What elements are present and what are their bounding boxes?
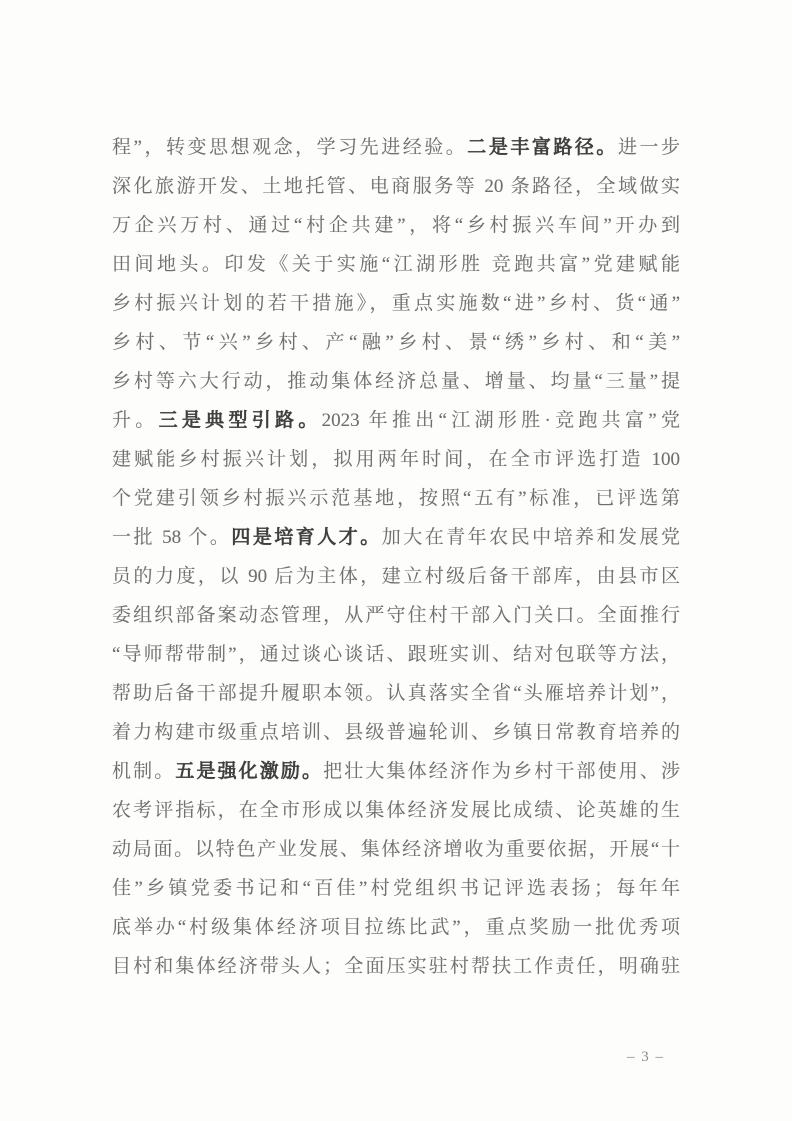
text-line (112, 635, 680, 674)
body-text: 农考评指标，在全市形成以集体经济发展比成绩、论英雄的生 (112, 800, 680, 821)
body-text: 乡村振兴计划的若干措施》，重点实施数“进”乡村、货“通” (112, 293, 680, 314)
text-line (112, 440, 680, 479)
text-line (112, 323, 680, 362)
body-text: 帮助后备干部提升履职本领。认真落实全省“头雁培养计划”， (112, 683, 680, 704)
emphasis-text: 五是强化激励。 (175, 761, 324, 782)
body-text: 底举办“村级集体经济项目拉练比武”，重点奖励一批优秀项 (112, 917, 680, 938)
body-text: 员的力度，以 90 后为主体，建立村级后备干部库，由县市区 (112, 566, 680, 587)
text-line (112, 479, 680, 518)
text-line (112, 713, 680, 752)
body-text: 乡村等六大行动，推动集体经济总量、增量、均量“三量”提 (112, 371, 680, 392)
text-line (112, 401, 680, 440)
body-text: 田间地头。印发《关于实施“江湖形胜 竞跑共富”党建赋能 (112, 254, 680, 275)
page-number: – 3 – (627, 1049, 665, 1065)
text-line (112, 908, 680, 947)
text-line (112, 245, 680, 284)
body-text: 2023 年推出“江湖形胜·竞跑共富”党 (321, 410, 680, 431)
document-text-block (112, 128, 680, 986)
body-text: “导师帮带制”，通过谈心谈话、跟班实训、结对包联等方法， (112, 644, 680, 665)
emphasis-text: 四是培育人才。 (231, 527, 382, 548)
text-line (112, 206, 680, 245)
body-text: 加大在青年农民中培养和发展党 (381, 527, 680, 548)
text-line (112, 596, 680, 635)
body-text: 把壮大集体经济作为乡村干部使用、涉 (323, 761, 680, 782)
body-text: 程”，转变思想观念，学习先进经验。 (112, 137, 468, 158)
text-line (112, 167, 680, 206)
body-text: 一批 58 个。 (112, 527, 232, 548)
body-text: 动局面。以特色产业发展、集体经济增收为重要依据，开展“十 (112, 839, 680, 860)
text-line (112, 362, 680, 401)
body-text: 万企兴万村、通过“村企共建”，将“乡村振兴车间”开办到 (112, 215, 680, 236)
text-line (112, 128, 680, 167)
text-line (112, 557, 680, 596)
emphasis-text: 二是丰富路径。 (467, 137, 618, 158)
text-line (112, 947, 680, 986)
body-text: 佳”乡镇党委书记和“百佳”村党组织书记评选表扬；每年年 (112, 878, 680, 899)
body-text: 目村和集体经济带头人；全面压实驻村帮扶工作责任，明确驻 (112, 956, 680, 977)
text-line (112, 752, 680, 791)
body-text: 乡村、节“兴”乡村、产“融”乡村、景“绣”乡村、和“美” (112, 332, 680, 353)
body-text: 个党建引领乡村振兴示范基地，按照“五有”标准，已评选第 (112, 488, 680, 509)
body-text: 着力构建市级重点培训、县级普遍轮训、乡镇日常教育培养的 (112, 722, 680, 743)
body-text: 机制。 (112, 761, 176, 782)
text-line (112, 284, 680, 323)
body-text: 进一步 (617, 137, 680, 158)
text-line (112, 830, 680, 869)
text-line (112, 674, 680, 713)
emphasis-text: 三是典型引路。 (158, 410, 322, 431)
text-line (112, 791, 680, 830)
text-line (112, 518, 680, 557)
body-text: 深化旅游开发、土地托管、电商服务等 20 条路径，全域做实 (112, 176, 680, 197)
body-text: 升。 (112, 410, 159, 431)
body-text: 委组织部备案动态管理，从严守住村干部入门关口。全面推行 (112, 605, 680, 626)
text-line (112, 869, 680, 908)
body-text: 建赋能乡村振兴计划，拟用两年时间，在全市评选打造 100 (112, 449, 680, 470)
